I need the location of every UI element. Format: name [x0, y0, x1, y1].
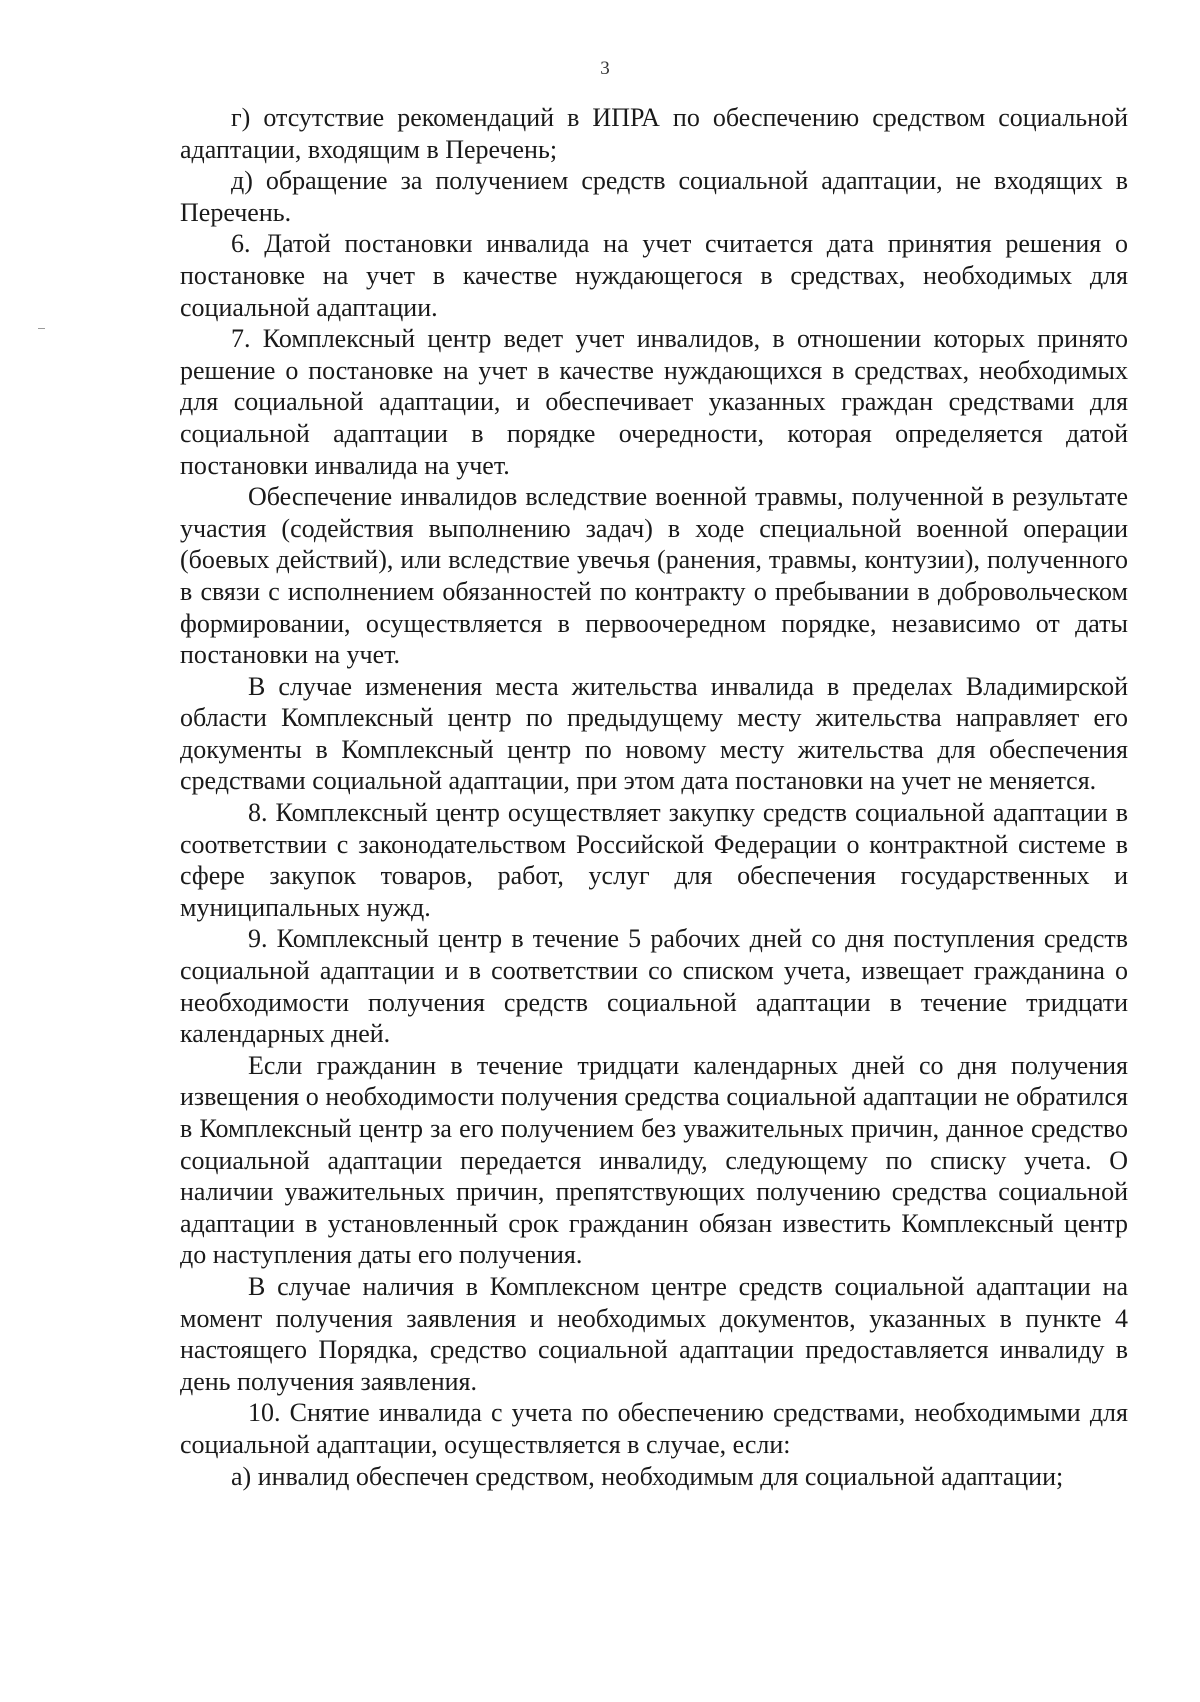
scan-margin-mark	[38, 328, 45, 329]
paragraph-same-day-provision: В случае наличия в Комплексном центре средств социальной адаптации на момент получения заявления и необходимых документов, указанных в пункте 4 настоящего Порядка, средство социальной адаптации предоставляется инвалиду в день получения заявления.	[180, 1271, 1128, 1396]
paragraph-item-a: а) инвалид обеспечен средством, необходимым для социальной адаптации;	[231, 1461, 1064, 1491]
paragraph-clause-10: 10. Снятие инвалида с учета по обеспечению средствами, необходимыми для социальной адаптации, осуществляется в случае, если:	[180, 1398, 1128, 1459]
paragraph-clause-7: 7. Комплексный центр ведет учет инвалидов, в отношении которых принято решение о постановке на учет в качестве нуждающихся в средствах, необходимых для социальной адаптации, и обеспечивает указанных граждан средствами для социальной адаптации в порядке очередности, которая определяется датой постановки инвалида на учет.	[180, 324, 1128, 480]
paragraph-clause-6: 6. Датой постановки инвалида на учет считается дата принятия решения о постановке на учет в качестве нуждающегося в средствах, необходимых для социальной адаптации.	[180, 229, 1128, 322]
page-number: 3	[600, 58, 610, 79]
paragraph-non-receipt: Если гражданин в течение тридцати календарных дней со дня получения извещения о необходимости получения средства социальной адаптации не обратился в Комплексный центр за его получением без уважительных причин, данное средство социальной адаптации передается инвалиду, следующему по списку учета. О наличии уважительных причин, препятствующих получению средства социальной адаптации в установленный срок гражданин обязан известить Комплексный центр до наступления даты его получения.	[180, 1050, 1128, 1270]
paragraph-clause-8: 8. Комплексный центр осуществляет закупку средств социальной адаптации в соответствии с законодательством Российской Федерации о контрактной системе в сфере закупок товаров, работ, услуг для обеспечения государственных и муниципальных нужд.	[180, 798, 1128, 922]
paragraph-item-d: д) обращение за получением средств социальной адаптации, не входящих в Перечень.	[180, 166, 1128, 227]
paragraph-clause-9: 9. Комплексный центр в течение 5 рабочих дней со дня поступления средств социальной адаптации и в соответствии со списком учета, извещает гражданина о необходимости получения средств социальной адаптации в течение тридцати календарных дней.	[180, 924, 1128, 1049]
paragraph-residence-change: В случае изменения места жительства инвалида в пределах Владимирской области Комплексный центр по предыдущему месту жительства направляет его документы в Комплексный центр по новому месту жительства для обеспечения средствами социальной адаптации, при этом дата постановки на учет не меняется.	[180, 671, 1128, 796]
document-body	[180, 102, 1128, 1492]
paragraph-priority-provision: Обеспечение инвалидов вследствие военной травмы, полученной в результате участия (содействия выполнению задач) в ходе специальной военной операции (боевых действий), или вследствие увечья (ранения, травмы, контузии), полученного в связи с исполнением обязанностей по контракту о пребывании в добровольческом формировании, осуществляется в первоочередном порядке, независимо от даты постановки на учет.	[180, 482, 1128, 670]
paragraph-item-g: г) отсутствие рекомендаций в ИПРА по обеспечению средством социальной адаптации, входящим в Перечень;	[180, 103, 1128, 164]
